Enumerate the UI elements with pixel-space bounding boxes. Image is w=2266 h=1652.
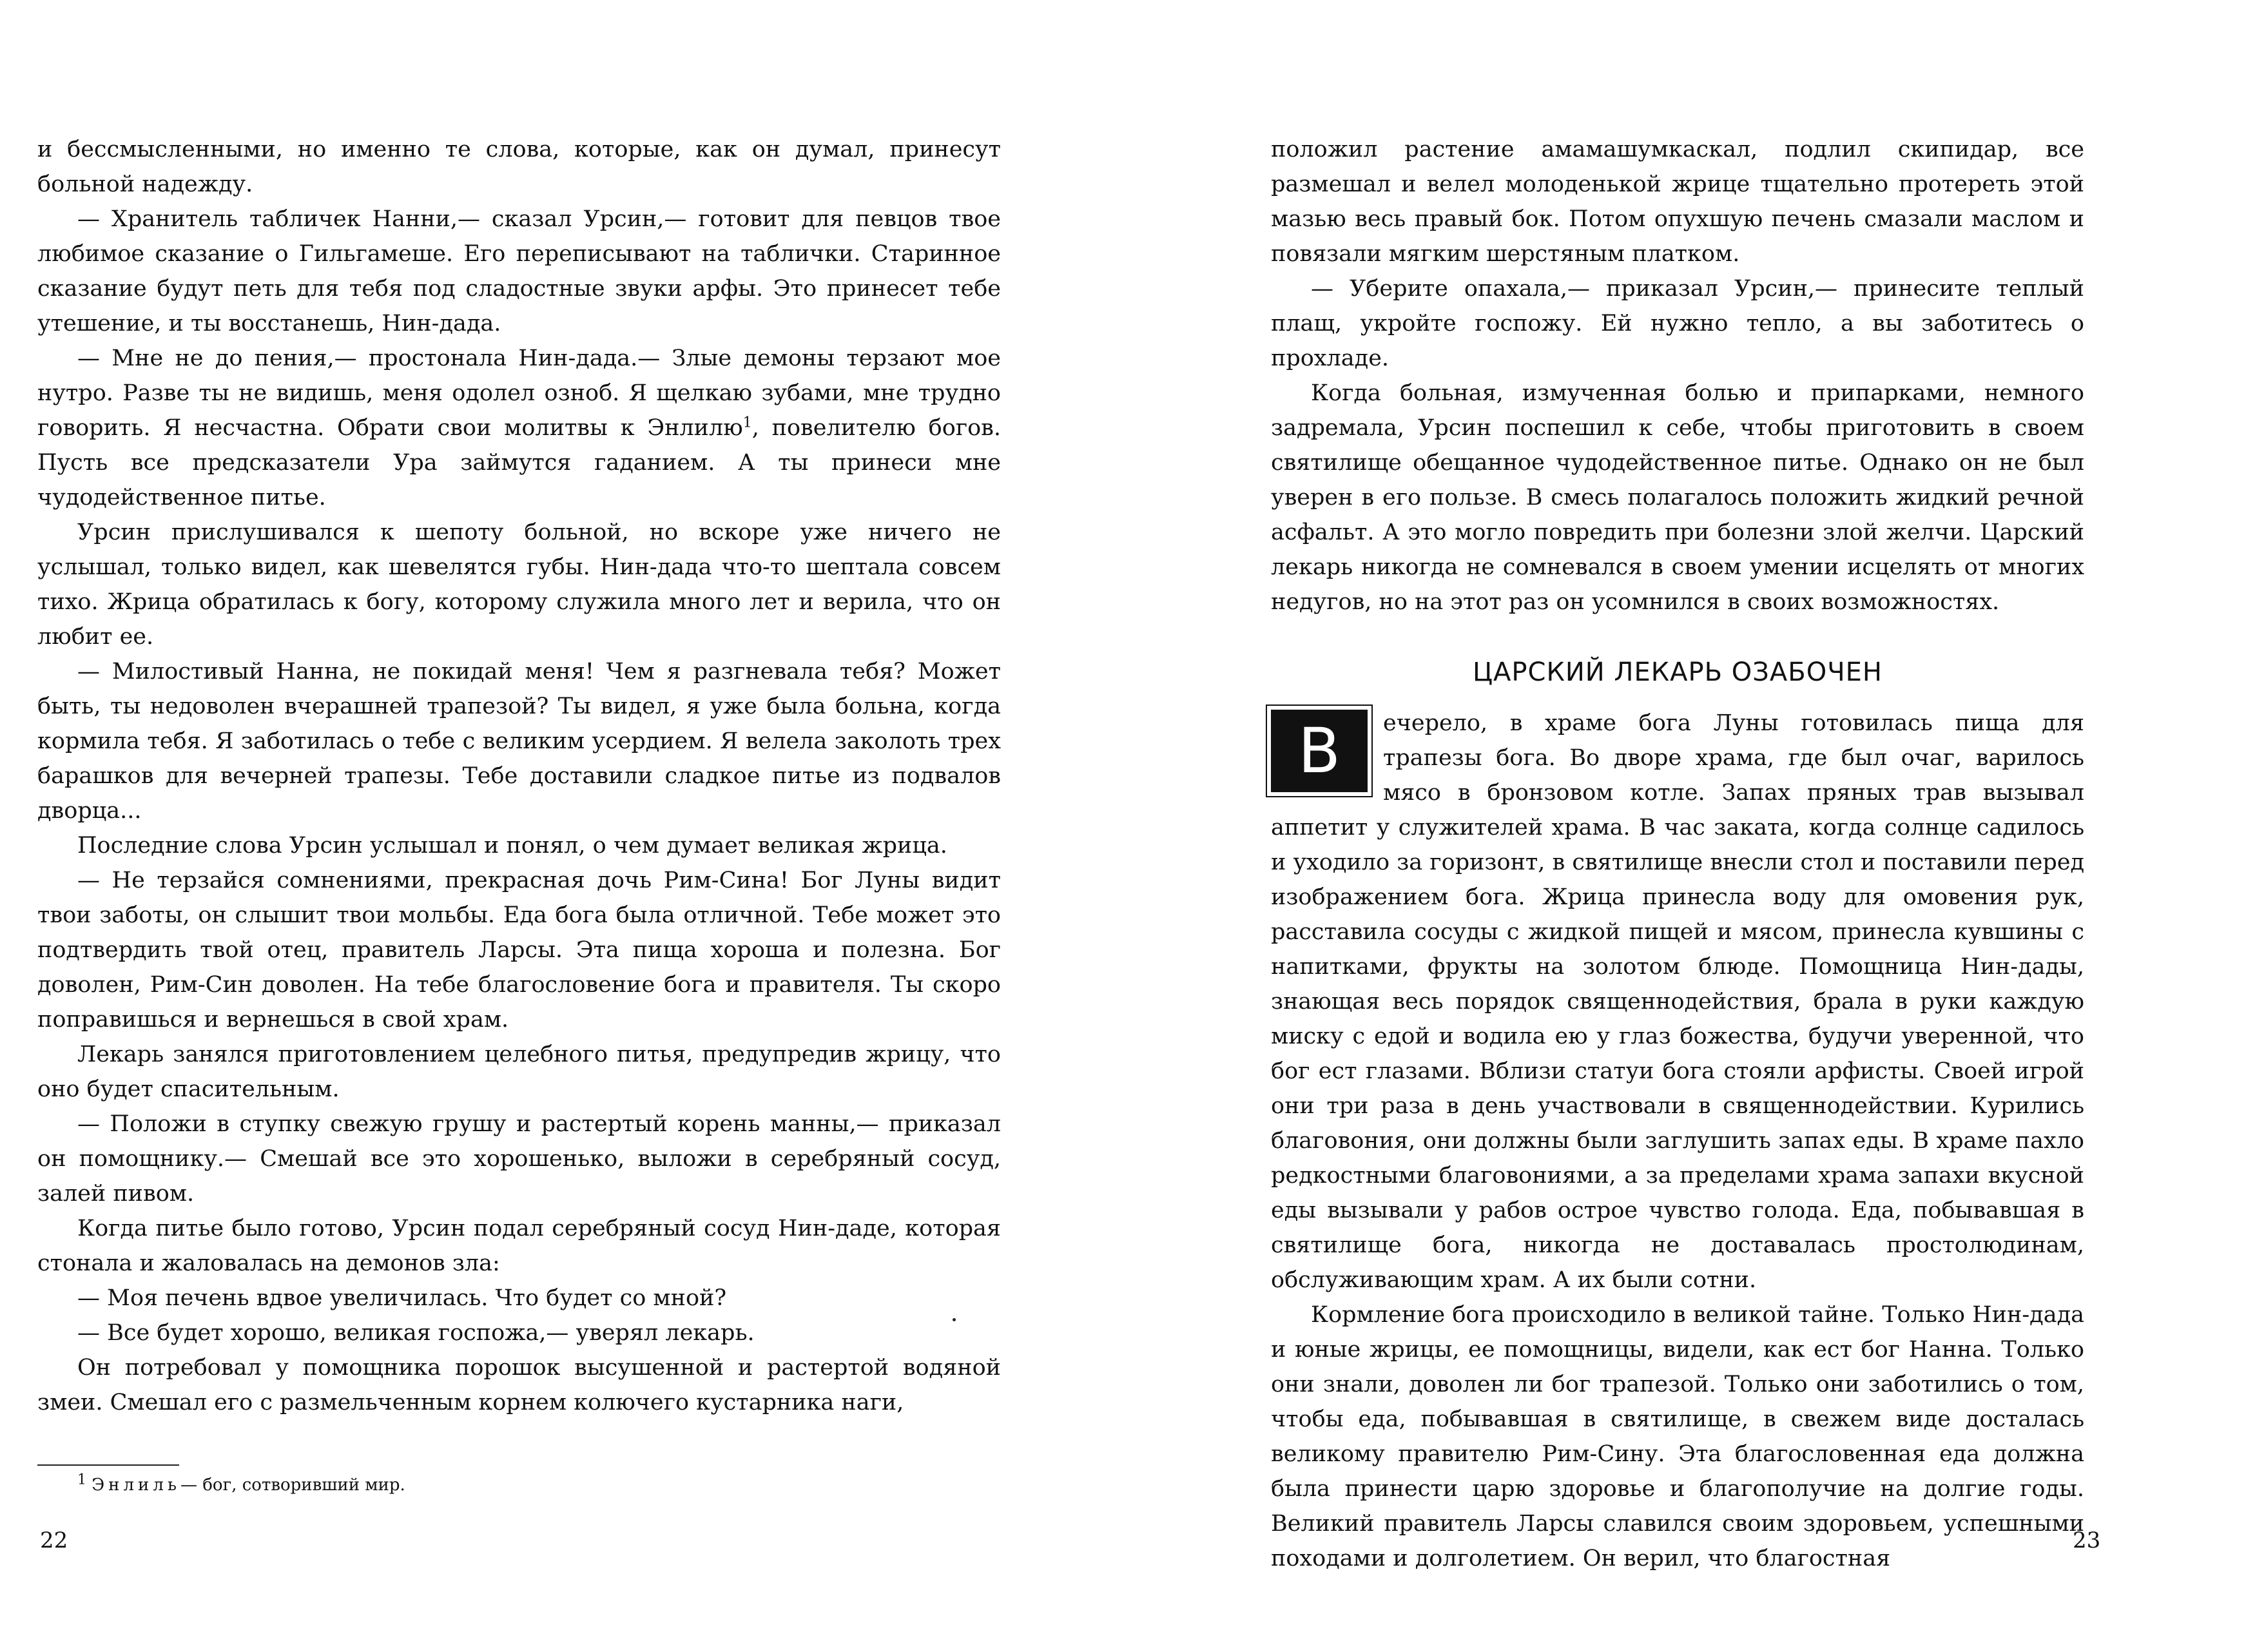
paragraph: ечерело, в храме бога Луны готовилась пища для трапезы бога. Во дворе храма, где был очаг, варилось мясо в бронзовом котле. Запах пряных трав вызывал аппетит у служителей храма. В час заката, когда солнце садилось и уходило за горизонт, в святилище внесли стол и поставили перед изображением бога. Жрица принесла воду для омовения рук, расставила сосуды с жидкой пищей и мясом, принесла кувшины с напитками, фрукты на золотом блюде. Помощница Нин-дады, знающая весь порядок священнодействия, брала в руки каждую миску с едой и водила ею у глаз божества, будучи уверенной, что бог ест глазами. Вблизи статуи бога стояли арфисты. Своей игрой они три раза в день участвовали в священнодействии. Курились благовония, они должны были заглушить запах еды. В храме пахло редкостными благовониями, а за пределами храма запахи вкусной еды вызывали у рабов острое чувство голода. Еда, побывавшая в святилище бога, никогда не доставалась простолюдинам, обслуживающим храм. А их были сотни.	[1271, 710, 2084, 1293]
paragraph-text: — Мне не до пения,— простонала Нин-дада.— Злые демоны терзают мое нутро. Разве ты не видишь, меня одолел озноб. Я щелкаю зубами, мне трудно говорить. Я несчастна. Обрати свои молитвы к Энлилю	[37, 345, 1001, 441]
paragraph: — Уберите опахала,— приказал Урсин,— принесите теплый плащ, укройте госпожу. Ей нужно тепло, а вы заботитесь о прохладе.	[1271, 276, 2084, 371]
paragraph: и бессмысленными, но именно те слова, которые, как он думал, принесут больной надежду.	[37, 137, 1001, 197]
paragraph	[37, 341, 1001, 515]
paragraph: — Не терзайся сомнениями, прекрасная дочь Рим-Сина! Бог Луны видит твои заботы, он слышит твои мольбы. Еда бога была отличной. Тебе может это подтвердить твой отец, правитель Ларсы. Эта пища хороша и полезна. Бог доволен, Рим-Син доволен. На тебе благословение бога и правителя. Ты скоро поправишься и вернешься в свой храм.	[37, 868, 1001, 1033]
drop-cap-initial: В	[1271, 710, 1368, 792]
footnote-definition: — бог, сотворивший мир.	[180, 1475, 405, 1495]
right-page	[1133, 0, 2266, 1652]
right-page-body-bottom	[1271, 706, 2084, 1576]
paragraph: — Положи в ступку свежую грушу и растертый корень манны,— приказал он помощнику.— Смешай все это хорошенько, выложи в серебряный сосуд, залей пивом.	[37, 1111, 1001, 1207]
footnote-divider	[37, 1464, 179, 1466]
paragraph: Он потребовал у помощника порошок высушенной и растертой водяной змеи. Смешал его с размельченным корнем колючего кустарника наги,	[37, 1355, 1001, 1415]
left-page-body	[37, 132, 1001, 1420]
footnote	[77, 1473, 405, 1497]
footnote-term: Энлиль	[92, 1475, 181, 1495]
paragraph: Когда питье было готово, Урсин подал серебряный сосуд Нин-даде, которая стонала и жаловалась на демонов зла:	[37, 1216, 1001, 1276]
paragraph: Последние слова Урсин услышал и понял, о чем думает великая жрица.	[77, 833, 947, 859]
paragraph: Кормление бога происходило в великой тайне. Только Нин-дада и юные жрицы, ее помощницы, видели, как ест бог Нанна. Только они знали, доволен ли бог трапезой. Только они заботились о том, чтобы еда, побывавшая в святилище, в свежем виде досталась великому правителю Рим-Сину. Эта благословенная еда должна была принести царю здоровье и благополучие на долгие годы. Великий правитель Ларсы славился своим здоровьем, успешными походами и долголетием. Он верил, что благостная	[1271, 1302, 2084, 1571]
paragraph: — Милостивый Нанна, не покидай меня! Чем я разгневала тебя? Может быть, ты недоволен вчерашней трапезой? Ты видел, я уже была больна, когда кормила тебя. Я заботилась о тебе с великим усердием. Я велела заколоть трех барашков для вечерней трапезы. Тебе доставили сладкое питье из подвалов дворца...	[37, 659, 1001, 824]
paragraph: положил растение амамашумкаскал, подлил скипидар, все размешал и велел молоденькой жрице тщательно протереть этой мазью весь правый бок. Потом опухшую печень смазали маслом и повязали мягким шерстяным платком.	[1271, 137, 2084, 267]
paragraph: — Хранитель табличек Нанни,— сказал Урсин,— готовит для певцов твое любимое сказание о Гильгамеше. Его переписывают на таблички. Старинное сказание будут петь для тебя под сладостные звуки арфы. Это принесет тебе утешение, и ты восстанешь, Нин-дада.	[37, 206, 1001, 336]
paragraph: Урсин прислушивался к шепоту больной, но вскоре уже ничего не услышал, только видел, как шевелятся губы. Нин-дада что-то шептала совсем тихо. Жрица обратилась к богу, которому служила много лет и верила, что он любит ее.	[37, 520, 1001, 650]
footnote-marker: 1	[77, 1472, 86, 1488]
paragraph: Лекарь занялся приготовлением целебного питья, предупредив жрицу, что оно будет спасительным.	[37, 1042, 1001, 1102]
page-number: 22	[40, 1528, 68, 1553]
right-page-body-top	[1271, 132, 2084, 619]
chapter-title: ЦАРСКИЙ ЛЕКАРЬ ОЗАБОЧЕН	[1472, 657, 1883, 687]
scan-speck	[953, 1318, 956, 1321]
paragraph: — Моя печень вдвое увеличилась. Что будет со мной?	[77, 1285, 727, 1311]
paragraph: Когда больная, измученная болью и припарками, немного задремала, Урсин поспешил к себе, чтобы приготовить в своем святилище обещанное чудодейственное питье. Однако он не был уверен в его пользе. В смесь полагалось положить жидкий речной асфальт. А это могло повредить при болезни злой желчи. Царский лекарь никогда не сомневался в своем умении исцелять от многих недугов, но на этот раз он усомнился в своих возможностях.	[1271, 380, 2084, 615]
paragraph-text-continued: , повелителю богов. Пусть все предсказатели Ура займутся гаданием. А ты принеси мне чудодейственное питье.	[37, 415, 1002, 510]
page-number: 23	[2073, 1528, 2101, 1553]
paragraph: — Все будет хорошо, великая госпожа,— уверял лекарь.	[77, 1320, 755, 1346]
footnote-reference[interactable]: 1	[742, 414, 752, 431]
